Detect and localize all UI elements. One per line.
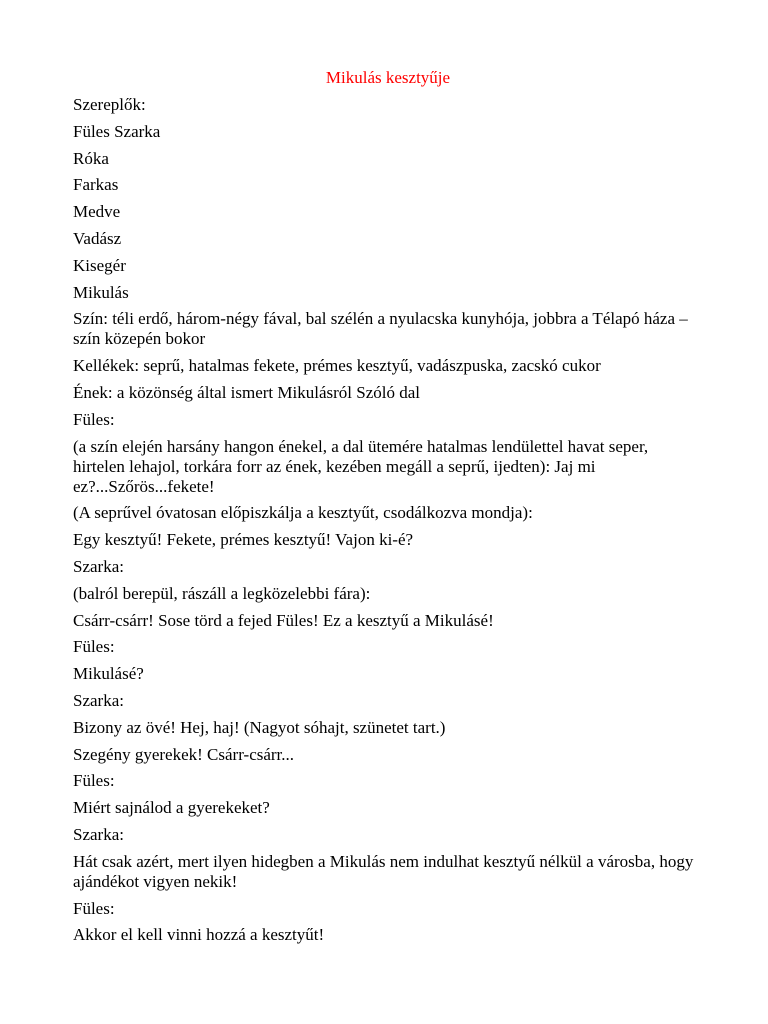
paragraph: Szarka: — [73, 556, 124, 576]
paragraph: Medve — [73, 202, 121, 222]
paragraph: Szegény gyerekek! Csárr-csárr... — [73, 744, 295, 764]
paragraph: Szarka: — [73, 824, 124, 844]
paragraph: Mikulásé? — [73, 664, 144, 684]
paragraph: Miért sajnálod a gyerekeket? — [73, 798, 270, 818]
paragraph: Szereplők: — [73, 95, 146, 114]
document-page — [73, 68, 703, 952]
paragraph: Bizony az övé! Hej, haj! (Nagyot sóhajt, szünetet tart.) — [73, 717, 446, 737]
paragraph: (a szín elején harsány hangon énekel, a dal ütemére hatalmas lendülettel havat seper, hirtelen lehajol, torkára forr az ének, kezében megáll a seprű, ijedten): Jaj mi ez?...Szőrös...fekete! — [73, 436, 649, 496]
paragraph: Mikulás — [73, 282, 129, 302]
document-body — [73, 95, 703, 945]
paragraph: Kisegér — [73, 255, 126, 275]
paragraph: Füles: — [73, 637, 115, 657]
paragraph: (balról berepül, rászáll a legközelebbi fára): — [73, 583, 371, 603]
paragraph: Füles Szarka — [73, 121, 161, 141]
paragraph: Róka — [73, 148, 109, 168]
paragraph: Ének: a közönség által ismert Mikulásról Szóló dal — [73, 382, 421, 402]
paragraph: Füles: — [73, 409, 115, 429]
paragraph: Kellékek: seprű, hatalmas fekete, prémes kesztyű, vadászpuska, zacskó cukor — [73, 356, 601, 376]
paragraph: Akkor el kell vinni hozzá a kesztyűt! — [73, 925, 325, 945]
paragraph: Füles: — [73, 771, 115, 791]
paragraph: Farkas — [73, 175, 119, 195]
paragraph: Vadász — [73, 228, 122, 248]
document-title: Mikulás kesztyűje — [325, 68, 451, 87]
paragraph: Füles: — [73, 898, 115, 918]
paragraph: Egy kesztyű! Fekete, prémes kesztyű! Vajon ki-é? — [73, 530, 414, 550]
paragraph: Hát csak azért, mert ilyen hidegben a Mikulás nem indulhat kesztyű nélkül a városba, hogy ajándékot vigyen nekik! — [73, 851, 694, 891]
paragraph: (A seprűvel óvatosan előpiszkálja a kesztyűt, csodálkozva mondja): — [73, 503, 533, 523]
paragraph: Szarka: — [73, 690, 124, 710]
paragraph: Szín: téli erdő, három-négy fával, bal szélén a nyulacska kunyhója, jobbra a Télapó háza – szín közepén bokor — [73, 309, 688, 349]
paragraph: Csárr-csárr! Sose törd a fejed Füles! Ez a kesztyű a Mikulásé! — [73, 610, 494, 630]
